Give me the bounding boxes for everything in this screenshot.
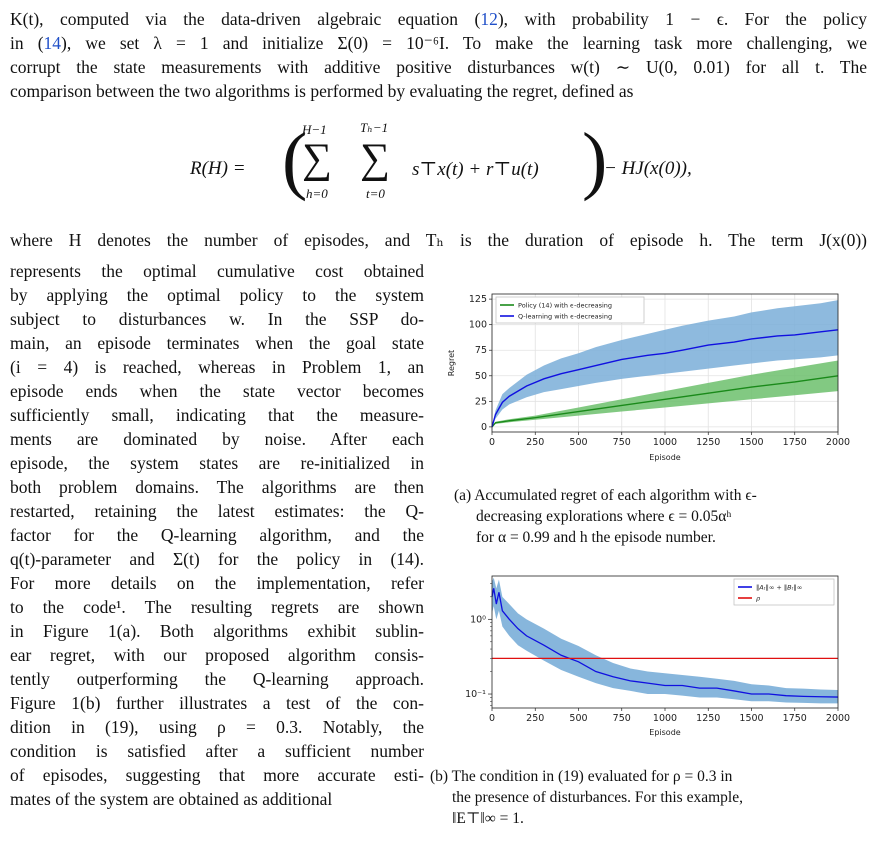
caption-b — [430, 766, 870, 829]
left-column-line: tently outperforming the Q-learning approach. — [10, 669, 424, 689]
left-column-line: Figure 1(b) further illustrates a test of the con- — [10, 693, 424, 713]
x-axis-label: Episode — [649, 728, 681, 737]
equation-ref-link[interactable]: 12 — [480, 9, 498, 29]
x-tick-label: 500 — [569, 437, 588, 448]
equation-body: s⊤x(t) + r⊤u(t) — [412, 159, 539, 180]
caption-b-line-1: (b) The condition in (19) evaluated for ρ = 0.3 in — [430, 768, 733, 785]
y-tick-label: 125 — [468, 294, 487, 306]
x-tick-label: 2000 — [825, 437, 850, 448]
left-column-line: ments are dominated by noise. After each — [10, 429, 424, 449]
equation-sum2-bot: t=0 — [366, 186, 385, 201]
x-tick-label: 1750 — [782, 713, 807, 724]
caption-a — [454, 485, 854, 548]
text-line-1-post: ), with probability 1 − ϵ. For the policy — [497, 9, 867, 29]
left-column-line: episode, the system states are re-initialized in — [10, 453, 424, 473]
left-column-line: For more details on the implementation, refer — [10, 573, 424, 593]
x-tick-label: 1250 — [696, 713, 721, 724]
text-line-3-text: corrupt the state measurements with additive positive disturbances w(t) ∼ U(0, 0.01) for all t. The — [10, 57, 867, 77]
legend-label: ρ — [756, 594, 761, 603]
text-line-3 — [10, 55, 867, 79]
regret-chart — [440, 286, 850, 468]
x-tick-label: 750 — [612, 437, 631, 448]
left-column-line: subject to disturbances w. In the SSP do- — [10, 309, 424, 329]
left-column-line: restarted, retaining the latest estimates: the Q- — [10, 501, 424, 521]
y-tick-label: 75 — [474, 345, 487, 357]
left-column-line: factor for the Q-learning algorithm, and the — [10, 525, 424, 545]
equation-paren-right: ) — [582, 118, 608, 202]
left-column-line: condition is satisfied after a sufficient number — [10, 741, 424, 761]
caption-b-line-2: the presence of disturbances. For this example, — [452, 789, 743, 806]
text-line-1-pre: K(t), computed via the data-driven algebraic equation ( — [10, 9, 481, 29]
y-tick-label: 10⁻¹ — [465, 689, 486, 701]
y-tick-label: 10⁰ — [470, 614, 486, 626]
caption-a-line-2: decreasing explorations where ϵ = 0.05αʰ — [476, 508, 732, 525]
y-tick-label: 25 — [474, 396, 487, 408]
x-tick-label: 2000 — [825, 713, 850, 724]
equation-sum1-sigma: ∑ — [302, 136, 332, 182]
equation-sum1-bot: h=0 — [306, 186, 328, 201]
left-column-line: sufficiently small, indicating that the measure- — [10, 405, 424, 425]
caption-a-line-3: for α = 0.99 and h the episode number. — [476, 529, 716, 546]
equation-tail: − HJ(x(0)), — [604, 158, 692, 179]
regret-equation — [190, 118, 710, 218]
x-tick-label: 0 — [488, 713, 496, 724]
x-tick-label: 1000 — [652, 437, 678, 448]
equation-lhs: R(H) = — [190, 158, 246, 179]
text-line-4-text: comparison between the two algorithms is performed by evaluating the regret, defined as — [10, 81, 634, 101]
equation-sum1-top: H−1 — [302, 122, 327, 137]
figure-b — [440, 568, 850, 738]
text-line-2-post: ), we set λ = 1 and initialize Σ(0) = 10⁻⁶I. To make the learning task more challenging, we — [61, 33, 867, 53]
x-tick-label: 750 — [612, 713, 631, 724]
x-tick-label: 250 — [526, 713, 545, 724]
legend-label: Policy (14) with ϵ-decreasing — [518, 301, 613, 310]
text-line-1 — [10, 7, 867, 31]
left-column-line: to the code¹. The resulting regrets are shown — [10, 597, 424, 617]
y-axis-label: Regret — [447, 349, 456, 377]
left-column-line: main, an episode terminates when the goal state — [10, 333, 424, 353]
x-tick-label: 1000 — [652, 713, 678, 724]
text-line-full: where H denotes the number of episodes, and Tₕ is the duration of episode h. The term J(x(0)) — [10, 230, 867, 250]
left-column-line: represents the optimal cumulative cost obtained — [10, 261, 424, 281]
text-line-2-pre: in ( — [10, 33, 44, 53]
left-column-line: of episodes, suggesting that more accurate esti- — [10, 765, 424, 785]
equation-paren-left: ( — [282, 118, 308, 202]
left-column-line: by applying the optimal policy to the system — [10, 285, 424, 305]
left-column-text — [10, 259, 424, 811]
figure-a — [440, 286, 850, 468]
x-tick-label: 500 — [569, 713, 588, 724]
y-tick-label: 100 — [468, 319, 487, 331]
condition-chart — [440, 568, 850, 738]
legend-label: Q-learning with ϵ-decreasing — [518, 312, 613, 321]
equation-sum2-top: Tₕ−1 — [360, 120, 389, 135]
left-column-line: dition in (19), using ρ = 0.3. Notably, the — [10, 717, 424, 737]
text-line-2 — [10, 31, 867, 55]
x-tick-label: 1750 — [782, 437, 807, 448]
left-column-line: q(t)-parameter and Σ(t) for the policy in (14). — [10, 549, 424, 569]
left-column-line: in Figure 1(a). Both algorithms exhibit sublin- — [10, 621, 424, 641]
x-axis-label: Episode — [649, 453, 681, 462]
legend-label: ‖Aₜ‖∞ + ‖Bₜ‖∞ — [756, 583, 803, 592]
y-tick-label: 0 — [480, 421, 487, 433]
equation-ref-link[interactable]: 14 — [43, 33, 62, 53]
left-column-line: ear regret, with our proposed algorithm consis- — [10, 645, 424, 665]
x-tick-label: 1500 — [739, 437, 764, 448]
left-column-line: both problem domains. The algorithms are then — [10, 477, 424, 497]
equation-sum2-sigma: ∑ — [360, 136, 390, 182]
x-tick-label: 0 — [488, 437, 496, 448]
x-tick-label: 1500 — [739, 713, 764, 724]
x-tick-label: 1250 — [696, 437, 721, 448]
left-column-line: mates of the system are obtained as additional — [10, 789, 333, 809]
left-column-line: episode ends when the state vector becomes — [10, 381, 424, 401]
caption-b-line-3: ‖E⊤‖∞ = 1. — [452, 810, 524, 827]
y-tick-label: 50 — [474, 370, 487, 382]
text-line-4 — [10, 79, 633, 103]
caption-a-line-1: (a) Accumulated regret of each algorithm with ϵ- — [454, 487, 757, 504]
left-column-line: (i = 4) is reached, whereas in Problem 1, an — [10, 357, 424, 377]
x-tick-label: 250 — [526, 437, 545, 448]
